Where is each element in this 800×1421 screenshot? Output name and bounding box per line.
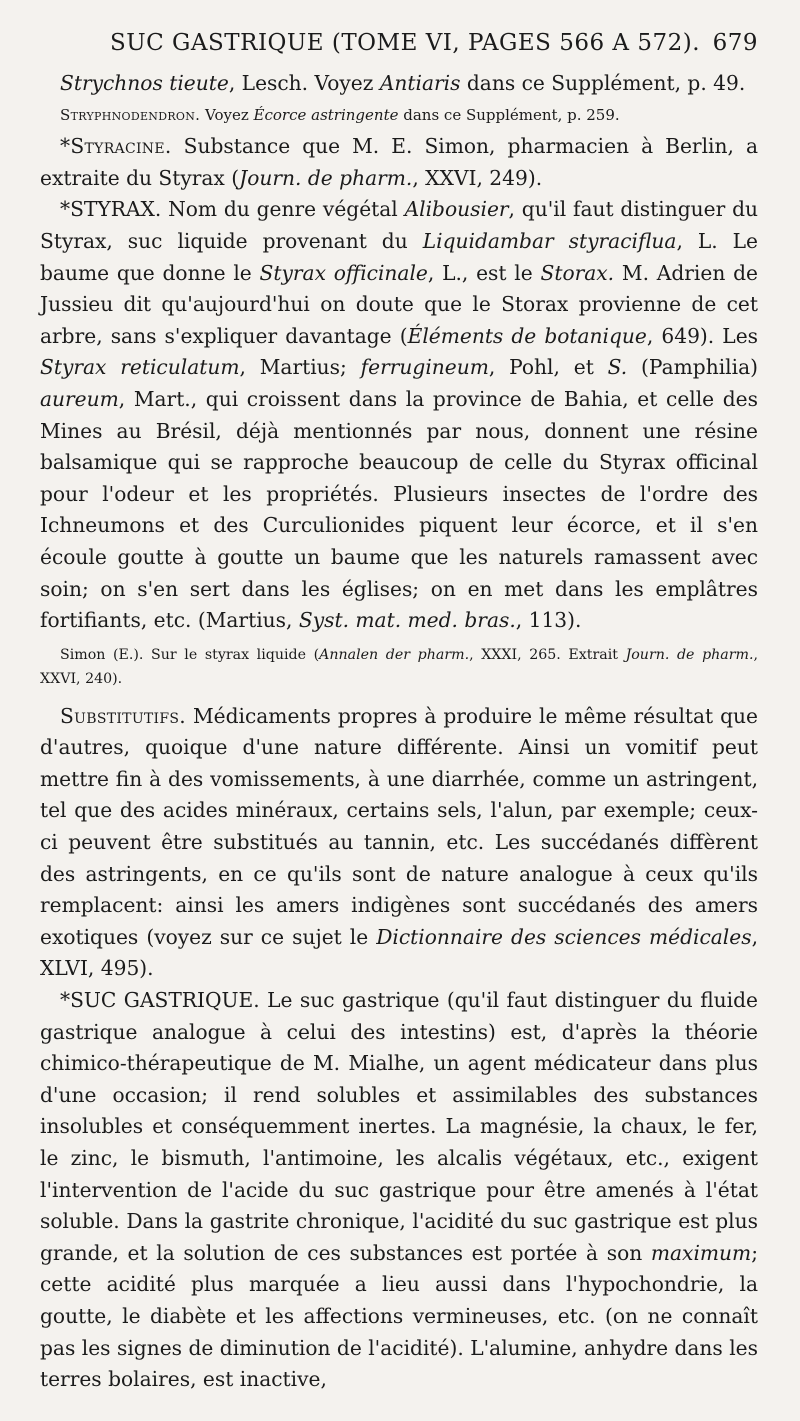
entry-styrax: *STYRAX. Nom du genre végétal Alibousier, qu'il faut distinguer du Styrax, suc liquide provenant du Liquidambar styraciflua, L. Le baume que donne le Styrax officinale, L., est le Storax. M. Adrien de Jussieu dit qu'aujourd'hui on doute que le Storax provienne de cet arbre, sans s'expliquer davantage (Éléments de botanique, 649). Les Styrax reticulatum, Martius; ferrugineum, Pohl, et S. (Pamphilia) aureum, Mart., qui croissent dans la province de Bahia, et celle des Mines au Brésil, déjà mentionnés par nous, donnent une résine balsamique qui se rapproche beaucoup de celle du Styrax officinal pour l'odeur et les propriétés. Plusieurs insectes de l'ordre des Ichneumons et des Curculionides piquent leur écorce, et il s'en écoule goutte à goutte un baume que les naturels ramassent avec soin; on s'en sert dans les églises; on en met dans les emplâtres fortifiants, etc. (Martius, Syst. mat. med. bras., 113). [40,197,759,633]
entry-strychnos: Strychnos tieute, Lesch. Voyez Antiaris dans ce Supplément, p. 49. [60,71,746,95]
entry-suc-gastrique: *SUC GASTRIQUE. Le suc gastrique (qu'il faut distinguer du fluide gastrique analogue à celui des intestins) est, d'après la théorie chimico-thérapeutique de M. Mialhe, un agent médicateur dans plus d'une occasion; il rend solubles et assimilables des substances insolubles et conséquemment inertes. La magnésie, la chaux, le fer, le zinc, le bismuth, l'antimoine, les alcalis végétaux, etc., exigent l'intervention de l'acide du suc gastrique pour être amenés à l'état soluble. Dans la gastrite chronique, l'acidité du suc gastrique est plus grande, et la solution de ces substances est portée à son maximum; cette acidité plus marquée a lieu aussi dans l'hypochondrie, la goutte, le diabète et les affections vermineuses, etc. (on ne connaît pas les signes de diminution de l'acidité). L'alumine, anhydre dans les terres bolaires, est inactive, [40,988,758,1392]
bibliography-note: Simon (E.). Sur le styrax liquide (Annalen der pharm., XXXI, 265. Extrait Journ. de pharm., XXVI, 240). [40,646,759,687]
entry-head: *SUC GASTRIQUE. [60,988,260,1013]
entry-styracine: *Styracine. Substance que M. E. Simon, pharmacien à Berlin, a extraite du Styrax (Journ. de pharm., XXVI, 249). [40,134,758,190]
entry-head: Stryphnodendron. [60,105,201,124]
entry-head: *Styracine. [60,134,172,159]
running-head-title: SUC GASTRIQUE (TOME VI, PAGES 566 A 572). [110,30,701,56]
page-number: 679 [712,30,758,56]
entry-head: Strychnos tieute [60,71,229,95]
entry-stryphnodendron: Stryphnodendron. Voyez Écorce astringente dans ce Supplément, p. 259. [60,105,620,124]
entry-head: *STYRAX. [60,197,162,222]
running-head [110,30,758,56]
entry-head: Substitutifs. [60,703,187,728]
entry-substitutifs: Substitutifs. Médicaments propres à produire le même résultat que d'autres, quoique d'une nature différente. Ainsi un vomitif peut mettre fin à des vomissements, à une diarrhée, comme un astringent, tel que des acides minéraux, certains sels, l'alun, par exemple; ceux-ci peuvent être substitués au tannin, etc. Les succédanés diffèrent des astringents, en ce qu'ils sont de nature analogue à ceux qu'ils remplacent: ainsi les amers indigènes sont succédanés des amers exotiques (voyez sur ce sujet le Dictionnaire des sciences médicales, XLVI, 495). [40,703,758,981]
